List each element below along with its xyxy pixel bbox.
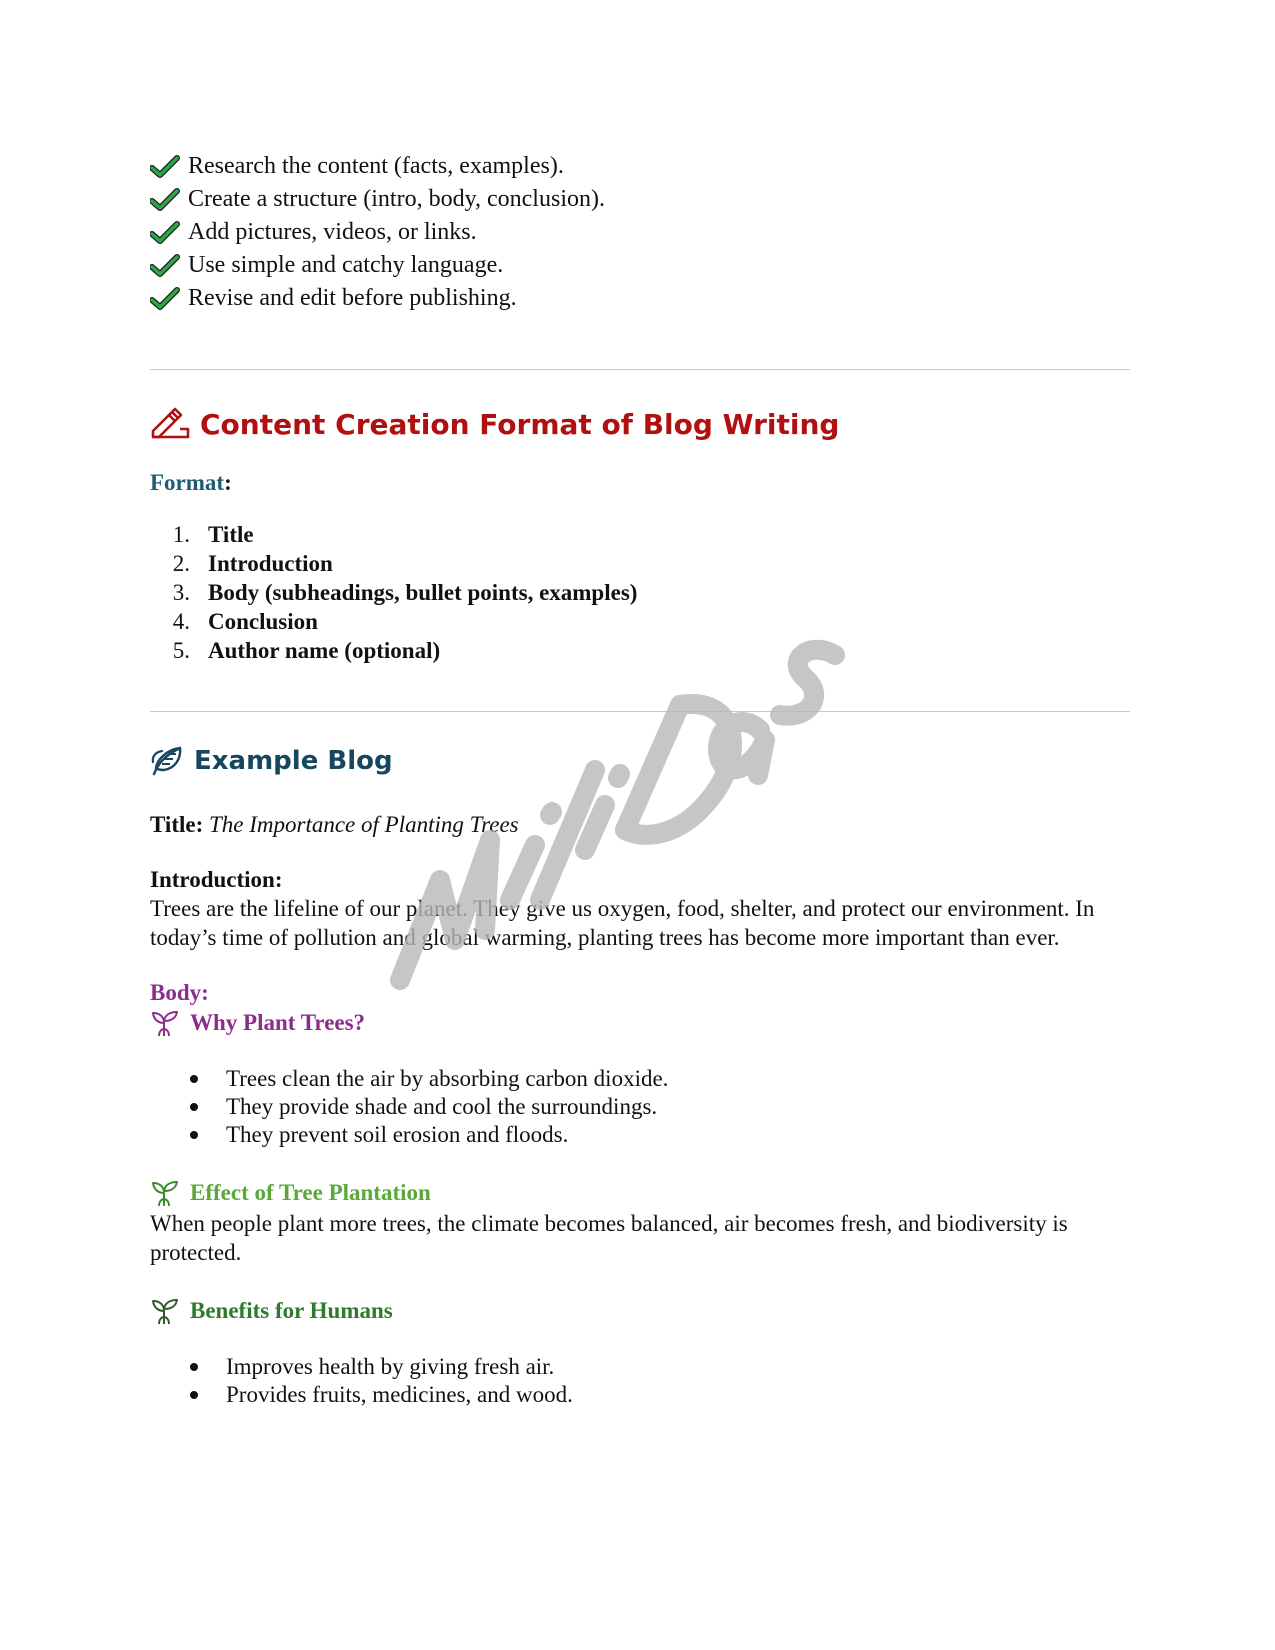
- list-number: 5.: [172, 637, 190, 663]
- checklist: [150, 150, 1130, 315]
- bullet-dot: [190, 1131, 198, 1139]
- checklist-text: Use simple and catchy language.: [188, 252, 504, 278]
- section-heading-text: Content Creation Format of Blog Writing: [200, 407, 840, 441]
- intro-text: Trees are the lifeline of our planet. They give us oxygen, food, shelter, and protect our environment. In today’s time of pollution and global warming, planting trees has become more important than ever.: [150, 896, 1095, 950]
- list-text: Body (subheadings, bullet points, examples): [208, 579, 638, 605]
- blog-title-value: The Importance of Planting Trees: [208, 812, 519, 837]
- list-text: Author name (optional): [208, 637, 441, 663]
- pencil-ruler-icon: [150, 407, 190, 441]
- subheading-why: [150, 1007, 1130, 1039]
- sprout-icon: [150, 1009, 180, 1037]
- check-mark-icon: [150, 155, 180, 179]
- list-text: They prevent soil erosion and floods.: [226, 1122, 569, 1147]
- list-item: [150, 1065, 1130, 1093]
- list-item: [150, 1121, 1130, 1149]
- check-mark-icon: [150, 287, 180, 311]
- list-item: [150, 1353, 1130, 1381]
- sprout-icon: [150, 1179, 180, 1207]
- bullet-dot: [190, 1363, 198, 1371]
- list-text: Conclusion: [208, 608, 318, 634]
- check-mark-icon: [150, 254, 180, 278]
- format-list-item: [150, 636, 1130, 665]
- subheading-text: Benefits for Humans: [190, 1298, 393, 1323]
- section-heading-example: [150, 742, 1130, 780]
- format-label-text: Format: [150, 470, 225, 495]
- checklist-item: [150, 249, 1130, 282]
- list-number: 1.: [172, 521, 190, 547]
- section-heading-text: Example Blog: [194, 746, 393, 776]
- checklist-item: [150, 183, 1130, 216]
- list-item: [150, 1381, 1130, 1409]
- format-list-item: [150, 607, 1130, 636]
- body-label: Body:: [150, 980, 209, 1005]
- why-list: [150, 1065, 1130, 1149]
- list-number: 4.: [172, 608, 190, 634]
- intro-label: Introduction:: [150, 867, 283, 892]
- checklist-text: Research the content (facts, examples).: [188, 153, 564, 179]
- blog-title-label: Title:: [150, 812, 204, 837]
- list-number: 2.: [172, 550, 190, 576]
- subheading-text: Effect of Tree Plantation: [190, 1180, 431, 1205]
- list-text: Introduction: [208, 550, 333, 576]
- blog-title-line: [150, 810, 1130, 839]
- format-list: [150, 520, 1130, 665]
- format-list-item: [150, 549, 1130, 578]
- bullet-dot: [190, 1103, 198, 1111]
- leaf-icon: [150, 744, 184, 778]
- list-item: [150, 1093, 1130, 1121]
- checklist-text: Create a structure (intro, body, conclusion).: [188, 186, 605, 212]
- checklist-text: Revise and edit before publishing.: [188, 285, 517, 311]
- page-content: [150, 150, 1130, 1409]
- list-text: Provides fruits, medicines, and wood.: [226, 1382, 573, 1407]
- checklist-item: [150, 282, 1130, 315]
- bullet-dot: [190, 1391, 198, 1399]
- format-list-item: [150, 578, 1130, 607]
- subheading-effect: [150, 1177, 1130, 1209]
- checklist-item: [150, 150, 1130, 183]
- checklist-text: Add pictures, videos, or links.: [188, 219, 477, 245]
- check-mark-icon: [150, 188, 180, 212]
- format-label: [150, 470, 1130, 496]
- check-mark-icon: [150, 221, 180, 245]
- format-label-colon: :: [224, 470, 232, 495]
- divider: [150, 369, 1130, 370]
- sprout-icon: [150, 1297, 180, 1325]
- list-text: Title: [208, 521, 254, 547]
- benefits-list: [150, 1353, 1130, 1409]
- bullet-dot: [190, 1075, 198, 1083]
- list-text: They provide shade and cool the surroundings.: [226, 1094, 658, 1119]
- section-heading-format: [150, 404, 1130, 444]
- subheading-text: Why Plant Trees?: [190, 1010, 366, 1035]
- subheading-benefits: [150, 1295, 1130, 1327]
- divider: [150, 711, 1130, 712]
- list-number: 3.: [172, 579, 190, 605]
- checklist-item: [150, 216, 1130, 249]
- list-text: Improves health by giving fresh air.: [226, 1354, 555, 1379]
- list-text: Trees clean the air by absorbing carbon dioxide.: [226, 1066, 669, 1091]
- format-list-item: [150, 520, 1130, 549]
- effect-text: When people plant more trees, the climate becomes balanced, air becomes fresh, and biodiversity is protected.: [150, 1211, 1068, 1265]
